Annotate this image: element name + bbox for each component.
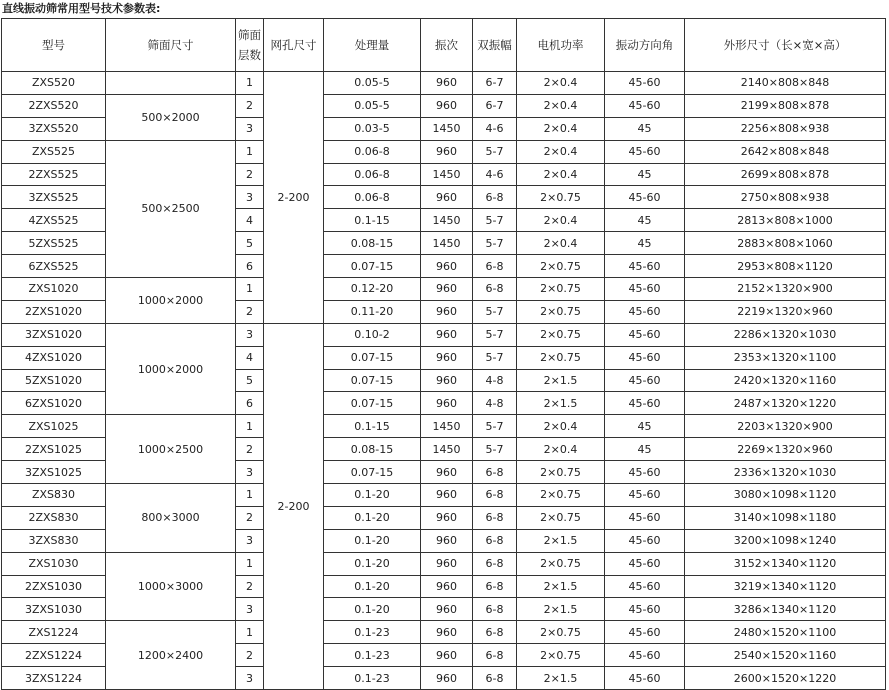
cell-amplitude: 5-7: [473, 140, 517, 163]
cell-frequency: 960: [421, 346, 473, 369]
cell-layers: 1: [236, 278, 264, 301]
cell-frequency: 960: [421, 667, 473, 690]
cell-capacity: 0.11-20: [324, 300, 421, 323]
cell-amplitude: 4-6: [473, 163, 517, 186]
cell-dimensions: 2642×808×848: [685, 140, 886, 163]
cell-frequency: 960: [421, 644, 473, 667]
cell-screen-size: [106, 72, 236, 95]
cell-motor-power: 2×0.4: [517, 163, 605, 186]
cell-amplitude: 6-8: [473, 506, 517, 529]
cell-screen-size: 500×2500: [106, 140, 236, 277]
cell-frequency: 960: [421, 484, 473, 507]
cell-motor-power: 2×0.75: [517, 484, 605, 507]
cell-dimensions: 2487×1320×1220: [685, 392, 886, 415]
cell-vibration-angle: 45: [605, 209, 685, 232]
cell-dimensions: 3286×1340×1120: [685, 598, 886, 621]
cell-dimensions: 2140×808×848: [685, 72, 886, 95]
cell-vibration-angle: 45-60: [605, 598, 685, 621]
cell-frequency: 960: [421, 621, 473, 644]
cell-motor-power: 2×0.4: [517, 209, 605, 232]
cell-amplitude: 5-7: [473, 232, 517, 255]
cell-model: ZXS1025: [2, 415, 106, 438]
cell-motor-power: 2×1.5: [517, 529, 605, 552]
cell-mesh-size: 2-200: [264, 323, 324, 689]
cell-dimensions: 2953×808×1120: [685, 255, 886, 278]
cell-vibration-angle: 45-60: [605, 323, 685, 346]
cell-capacity: 0.1-20: [324, 575, 421, 598]
cell-layers: 3: [236, 186, 264, 209]
cell-capacity: 0.1-20: [324, 506, 421, 529]
cell-capacity: 0.1-23: [324, 644, 421, 667]
cell-model: 4ZXS1020: [2, 346, 106, 369]
cell-layers: 3: [236, 117, 264, 140]
cell-model: ZXS830: [2, 484, 106, 507]
header-capacity: 处理量: [324, 19, 421, 72]
cell-vibration-angle: 45-60: [605, 484, 685, 507]
table-row: [2, 415, 886, 438]
cell-dimensions: 2199×808×878: [685, 94, 886, 117]
cell-frequency: 960: [421, 278, 473, 301]
header-layers-line1: 筛面: [238, 28, 261, 42]
cell-layers: 3: [236, 598, 264, 621]
cell-dimensions: 2600×1520×1220: [685, 667, 886, 690]
cell-dimensions: 3200×1098×1240: [685, 529, 886, 552]
cell-layers: 2: [236, 438, 264, 461]
cell-capacity: 0.07-15: [324, 392, 421, 415]
cell-vibration-angle: 45-60: [605, 506, 685, 529]
cell-layers: 1: [236, 72, 264, 95]
cell-amplitude: 6-8: [473, 575, 517, 598]
cell-motor-power: 2×1.5: [517, 598, 605, 621]
cell-capacity: 0.12-20: [324, 278, 421, 301]
cell-dimensions: 2353×1320×1100: [685, 346, 886, 369]
cell-motor-power: 2×0.4: [517, 140, 605, 163]
table-row: [2, 278, 886, 301]
cell-vibration-angle: 45: [605, 117, 685, 140]
cell-capacity: 0.03-5: [324, 117, 421, 140]
cell-layers: 1: [236, 621, 264, 644]
cell-dimensions: 2540×1520×1160: [685, 644, 886, 667]
cell-motor-power: 2×0.4: [517, 232, 605, 255]
cell-model: ZXS1030: [2, 552, 106, 575]
cell-dimensions: 2883×808×1060: [685, 232, 886, 255]
cell-frequency: 960: [421, 323, 473, 346]
cell-capacity: 0.07-15: [324, 461, 421, 484]
cell-amplitude: 6-8: [473, 186, 517, 209]
cell-screen-size: 1000×2000: [106, 323, 236, 415]
cell-model: 3ZXS525: [2, 186, 106, 209]
cell-amplitude: 5-7: [473, 346, 517, 369]
cell-amplitude: 6-8: [473, 552, 517, 575]
cell-motor-power: 2×1.5: [517, 392, 605, 415]
cell-motor-power: 2×1.5: [517, 369, 605, 392]
cell-frequency: 960: [421, 369, 473, 392]
cell-capacity: 0.1-15: [324, 415, 421, 438]
cell-motor-power: 2×0.4: [517, 117, 605, 140]
cell-vibration-angle: 45: [605, 438, 685, 461]
cell-capacity: 0.07-15: [324, 369, 421, 392]
cell-amplitude: 6-8: [473, 461, 517, 484]
cell-vibration-angle: 45-60: [605, 621, 685, 644]
cell-model: 2ZXS520: [2, 94, 106, 117]
cell-motor-power: 2×0.75: [517, 278, 605, 301]
cell-frequency: 960: [421, 140, 473, 163]
cell-model: 2ZXS1025: [2, 438, 106, 461]
cell-layers: 4: [236, 346, 264, 369]
cell-layers: 3: [236, 323, 264, 346]
cell-amplitude: 5-7: [473, 300, 517, 323]
cell-motor-power: 2×1.5: [517, 575, 605, 598]
cell-capacity: 0.08-15: [324, 438, 421, 461]
cell-model: 5ZXS525: [2, 232, 106, 255]
cell-model: 2ZXS1030: [2, 575, 106, 598]
cell-dimensions: 2750×808×938: [685, 186, 886, 209]
cell-model: 6ZXS1020: [2, 392, 106, 415]
cell-vibration-angle: 45-60: [605, 72, 685, 95]
cell-layers: 1: [236, 140, 264, 163]
cell-amplitude: 6-8: [473, 644, 517, 667]
header-mesh-size: 网孔尺寸: [264, 19, 324, 72]
cell-amplitude: 4-8: [473, 392, 517, 415]
cell-layers: 2: [236, 163, 264, 186]
cell-layers: 2: [236, 300, 264, 323]
cell-capacity: 0.10-2: [324, 323, 421, 346]
cell-capacity: 0.1-20: [324, 552, 421, 575]
cell-layers: 2: [236, 575, 264, 598]
table-body: [2, 72, 886, 690]
cell-model: ZXS520: [2, 72, 106, 95]
cell-capacity: 0.07-15: [324, 346, 421, 369]
cell-vibration-angle: 45-60: [605, 346, 685, 369]
cell-layers: 3: [236, 461, 264, 484]
cell-amplitude: 5-7: [473, 438, 517, 461]
cell-model: 4ZXS525: [2, 209, 106, 232]
cell-dimensions: 2256×808×938: [685, 117, 886, 140]
cell-capacity: 0.05-5: [324, 72, 421, 95]
cell-frequency: 960: [421, 300, 473, 323]
cell-motor-power: 2×0.75: [517, 461, 605, 484]
header-motor-power: 电机功率: [517, 19, 605, 72]
cell-amplitude: 4-6: [473, 117, 517, 140]
table-row: [2, 72, 886, 95]
cell-motor-power: 2×0.75: [517, 346, 605, 369]
cell-dimensions: 2336×1320×1030: [685, 461, 886, 484]
table-row: [2, 621, 886, 644]
cell-dimensions: 2152×1320×900: [685, 278, 886, 301]
cell-motor-power: 2×0.4: [517, 438, 605, 461]
cell-model: 2ZXS1224: [2, 644, 106, 667]
cell-layers: 6: [236, 392, 264, 415]
cell-vibration-angle: 45-60: [605, 575, 685, 598]
cell-dimensions: 3080×1098×1120: [685, 484, 886, 507]
cell-mesh-size: 2-200: [264, 72, 324, 324]
cell-amplitude: 6-7: [473, 94, 517, 117]
cell-capacity: 0.1-20: [324, 529, 421, 552]
cell-dimensions: 2286×1320×1030: [685, 323, 886, 346]
cell-frequency: 1450: [421, 415, 473, 438]
cell-capacity: 0.06-8: [324, 186, 421, 209]
cell-amplitude: 6-8: [473, 255, 517, 278]
cell-amplitude: 5-7: [473, 209, 517, 232]
cell-frequency: 1450: [421, 232, 473, 255]
cell-dimensions: 2420×1320×1160: [685, 369, 886, 392]
cell-frequency: 1450: [421, 438, 473, 461]
cell-vibration-angle: 45-60: [605, 255, 685, 278]
cell-vibration-angle: 45-60: [605, 369, 685, 392]
cell-vibration-angle: 45-60: [605, 300, 685, 323]
cell-amplitude: 5-7: [473, 323, 517, 346]
header-layers: [236, 19, 264, 72]
cell-capacity: 0.06-8: [324, 163, 421, 186]
cell-capacity: 0.1-23: [324, 621, 421, 644]
cell-motor-power: 2×0.75: [517, 621, 605, 644]
table-header: [2, 19, 886, 72]
cell-motor-power: 2×0.4: [517, 415, 605, 438]
cell-motor-power: 2×0.75: [517, 506, 605, 529]
cell-motor-power: 2×1.5: [517, 667, 605, 690]
cell-motor-power: 2×0.4: [517, 72, 605, 95]
cell-model: 3ZXS1224: [2, 667, 106, 690]
cell-model: 3ZXS1025: [2, 461, 106, 484]
cell-model: 3ZXS830: [2, 529, 106, 552]
cell-amplitude: 6-8: [473, 529, 517, 552]
cell-model: 6ZXS525: [2, 255, 106, 278]
cell-amplitude: 6-8: [473, 667, 517, 690]
cell-capacity: 0.1-23: [324, 667, 421, 690]
cell-vibration-angle: 45-60: [605, 461, 685, 484]
cell-capacity: 0.1-20: [324, 598, 421, 621]
cell-vibration-angle: 45-60: [605, 529, 685, 552]
table-row: [2, 552, 886, 575]
header-layers-line2: 层数: [238, 48, 261, 62]
cell-amplitude: 6-8: [473, 484, 517, 507]
cell-screen-size: 800×3000: [106, 484, 236, 553]
cell-layers: 6: [236, 255, 264, 278]
cell-motor-power: 2×0.75: [517, 255, 605, 278]
cell-frequency: 960: [421, 255, 473, 278]
cell-frequency: 960: [421, 186, 473, 209]
cell-model: 3ZXS1020: [2, 323, 106, 346]
cell-model: ZXS525: [2, 140, 106, 163]
cell-dimensions: 3152×1340×1120: [685, 552, 886, 575]
cell-motor-power: 2×0.75: [517, 186, 605, 209]
cell-dimensions: 2699×808×878: [685, 163, 886, 186]
header-model: 型号: [2, 19, 106, 72]
cell-capacity: 0.1-20: [324, 484, 421, 507]
cell-frequency: 1450: [421, 163, 473, 186]
cell-capacity: 0.05-5: [324, 94, 421, 117]
cell-vibration-angle: 45-60: [605, 552, 685, 575]
cell-model: 2ZXS525: [2, 163, 106, 186]
cell-frequency: 960: [421, 461, 473, 484]
cell-vibration-angle: 45: [605, 232, 685, 255]
cell-vibration-angle: 45-60: [605, 392, 685, 415]
table-row: [2, 323, 886, 346]
cell-motor-power: 2×0.75: [517, 323, 605, 346]
cell-frequency: 960: [421, 529, 473, 552]
cell-layers: 1: [236, 415, 264, 438]
cell-vibration-angle: 45-60: [605, 667, 685, 690]
cell-screen-size: 1000×2500: [106, 415, 236, 484]
cell-motor-power: 2×0.75: [517, 644, 605, 667]
spec-table: [1, 18, 886, 690]
cell-frequency: 960: [421, 598, 473, 621]
cell-model: ZXS1224: [2, 621, 106, 644]
table-row: [2, 140, 886, 163]
cell-model: 3ZXS520: [2, 117, 106, 140]
cell-dimensions: 2219×1320×960: [685, 300, 886, 323]
cell-dimensions: 2269×1320×960: [685, 438, 886, 461]
cell-layers: 2: [236, 644, 264, 667]
header-vibration-angle: 振动方向角: [605, 19, 685, 72]
cell-capacity: 0.08-15: [324, 232, 421, 255]
cell-screen-size: 1000×2000: [106, 278, 236, 324]
cell-frequency: 1450: [421, 117, 473, 140]
cell-motor-power: 2×0.4: [517, 94, 605, 117]
cell-capacity: 0.1-15: [324, 209, 421, 232]
cell-motor-power: 2×0.75: [517, 552, 605, 575]
header-frequency: 振次: [421, 19, 473, 72]
cell-layers: 3: [236, 667, 264, 690]
cell-dimensions: 3219×1340×1120: [685, 575, 886, 598]
cell-layers: 2: [236, 506, 264, 529]
cell-vibration-angle: 45: [605, 163, 685, 186]
cell-dimensions: 2813×808×1000: [685, 209, 886, 232]
cell-layers: 4: [236, 209, 264, 232]
cell-vibration-angle: 45-60: [605, 186, 685, 209]
cell-amplitude: 4-8: [473, 369, 517, 392]
cell-model: 5ZXS1020: [2, 369, 106, 392]
cell-amplitude: 6-7: [473, 72, 517, 95]
cell-dimensions: 2203×1320×900: [685, 415, 886, 438]
header-screen-size: 筛面尺寸: [106, 19, 236, 72]
cell-vibration-angle: 45-60: [605, 94, 685, 117]
cell-vibration-angle: 45-60: [605, 644, 685, 667]
cell-motor-power: 2×0.75: [517, 300, 605, 323]
table-row: [2, 484, 886, 507]
cell-vibration-angle: 45-60: [605, 278, 685, 301]
cell-screen-size: 1000×3000: [106, 552, 236, 621]
cell-layers: 5: [236, 369, 264, 392]
cell-frequency: 960: [421, 575, 473, 598]
cell-model: 2ZXS1020: [2, 300, 106, 323]
cell-capacity: 0.07-15: [324, 255, 421, 278]
table-row: [2, 94, 886, 117]
cell-amplitude: 5-7: [473, 415, 517, 438]
cell-layers: 1: [236, 552, 264, 575]
cell-frequency: 960: [421, 506, 473, 529]
cell-model: 3ZXS1030: [2, 598, 106, 621]
cell-dimensions: 3140×1098×1180: [685, 506, 886, 529]
cell-amplitude: 6-8: [473, 598, 517, 621]
cell-screen-size: 500×2000: [106, 94, 236, 140]
cell-frequency: 960: [421, 72, 473, 95]
cell-capacity: 0.06-8: [324, 140, 421, 163]
page-title: 直线振动筛常用型号技术参数表:: [2, 2, 161, 15]
cell-frequency: 960: [421, 392, 473, 415]
cell-layers: 1: [236, 484, 264, 507]
cell-amplitude: 6-8: [473, 278, 517, 301]
cell-vibration-angle: 45: [605, 415, 685, 438]
cell-frequency: 1450: [421, 209, 473, 232]
cell-layers: 2: [236, 94, 264, 117]
cell-frequency: 960: [421, 94, 473, 117]
cell-model: ZXS1020: [2, 278, 106, 301]
cell-layers: 5: [236, 232, 264, 255]
cell-amplitude: 6-8: [473, 621, 517, 644]
header-amplitude: 双振幅: [473, 19, 517, 72]
cell-frequency: 960: [421, 552, 473, 575]
cell-layers: 3: [236, 529, 264, 552]
cell-dimensions: 2480×1520×1100: [685, 621, 886, 644]
cell-vibration-angle: 45-60: [605, 140, 685, 163]
header-dimensions: 外形尺寸（长×宽×高）: [685, 19, 886, 72]
cell-model: 2ZXS830: [2, 506, 106, 529]
cell-screen-size: 1200×2400: [106, 621, 236, 690]
